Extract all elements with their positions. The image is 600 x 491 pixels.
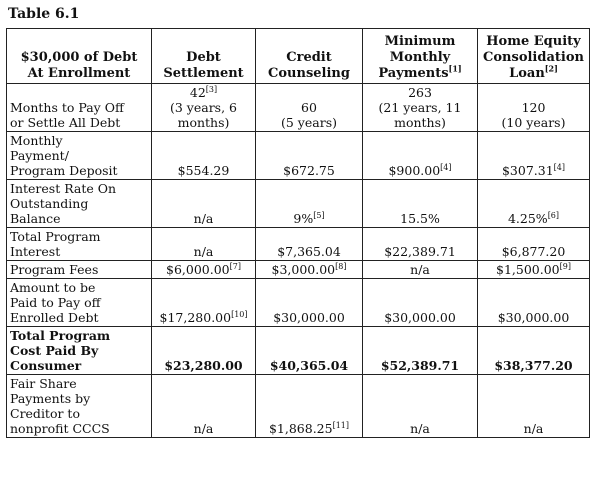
table-cell: $30,000.00: [363, 279, 478, 327]
table-cell: $554.29: [152, 132, 256, 180]
table-row: [7, 132, 590, 180]
table-row: [7, 261, 590, 279]
table-cell: $6,000.00[7]: [152, 261, 256, 279]
table-cell: $38,377.20: [478, 327, 590, 375]
row-label: Total Program Interest: [7, 228, 152, 261]
table-row: [7, 327, 590, 375]
table-cell: $672.75: [256, 132, 363, 180]
row-label: Total Program Cost Paid By Consumer: [7, 327, 152, 375]
table-cell: $17,280.00[10]: [152, 279, 256, 327]
table-cell: $900.00[4]: [363, 132, 478, 180]
row-label: Fair Share Payments by Creditor to nonprofit CCCS: [7, 375, 152, 438]
table-cell: $6,877.20: [478, 228, 590, 261]
table-cell: $30,000.00: [478, 279, 590, 327]
table-cell: $1,868.25[11]: [256, 375, 363, 438]
table-cell: $52,389.71: [363, 327, 478, 375]
table-cell: 120 (10 years): [478, 84, 590, 132]
row-label: Monthly Payment/ Program Deposit: [7, 132, 152, 180]
header-cell: $30,000 of Debt At Enrollment: [7, 29, 152, 84]
header-row: [7, 29, 590, 84]
table-row: [7, 180, 590, 228]
table-cell: n/a: [363, 261, 478, 279]
row-label: Program Fees: [7, 261, 152, 279]
header-cell: Credit Counseling: [256, 29, 363, 84]
table-cell: 263 (21 years, 11 months): [363, 84, 478, 132]
table-cell: n/a: [363, 375, 478, 438]
table-cell: n/a: [478, 375, 590, 438]
table-cell: $307.31[4]: [478, 132, 590, 180]
row-label: Amount to be Paid to Pay off Enrolled Debt: [7, 279, 152, 327]
table-cell: n/a: [152, 228, 256, 261]
table-cell: $40,365.04: [256, 327, 363, 375]
table-cell: 42[3] (3 years, 6 months): [152, 84, 256, 132]
table-cell: n/a: [152, 180, 256, 228]
table-cell: $1,500.00[9]: [478, 261, 590, 279]
header-cell: Minimum Monthly Payments[1]: [363, 29, 478, 84]
table-cell: $3,000.00[8]: [256, 261, 363, 279]
table-cell: $30,000.00: [256, 279, 363, 327]
table-row: [7, 228, 590, 261]
table-cell: 60 (5 years): [256, 84, 363, 132]
table-row: [7, 279, 590, 327]
table-row: [7, 84, 590, 132]
table-cell: $22,389.71: [363, 228, 478, 261]
row-label: Interest Rate On Outstanding Balance: [7, 180, 152, 228]
table-cell: $23,280.00: [152, 327, 256, 375]
row-label: Months to Pay Off or Settle All Debt: [7, 84, 152, 132]
table-caption: Table 6.1: [8, 6, 80, 22]
table-cell: n/a: [152, 375, 256, 438]
table-cell: 15.5%: [363, 180, 478, 228]
header-cell: Debt Settlement: [152, 29, 256, 84]
table-row: [7, 375, 590, 438]
comparison-table: [6, 28, 590, 438]
table-cell: 9%[5]: [256, 180, 363, 228]
table-cell: 4.25%[6]: [478, 180, 590, 228]
table-cell: $7,365.04: [256, 228, 363, 261]
header-cell: Home Equity Consolidation Loan[2]: [478, 29, 590, 84]
